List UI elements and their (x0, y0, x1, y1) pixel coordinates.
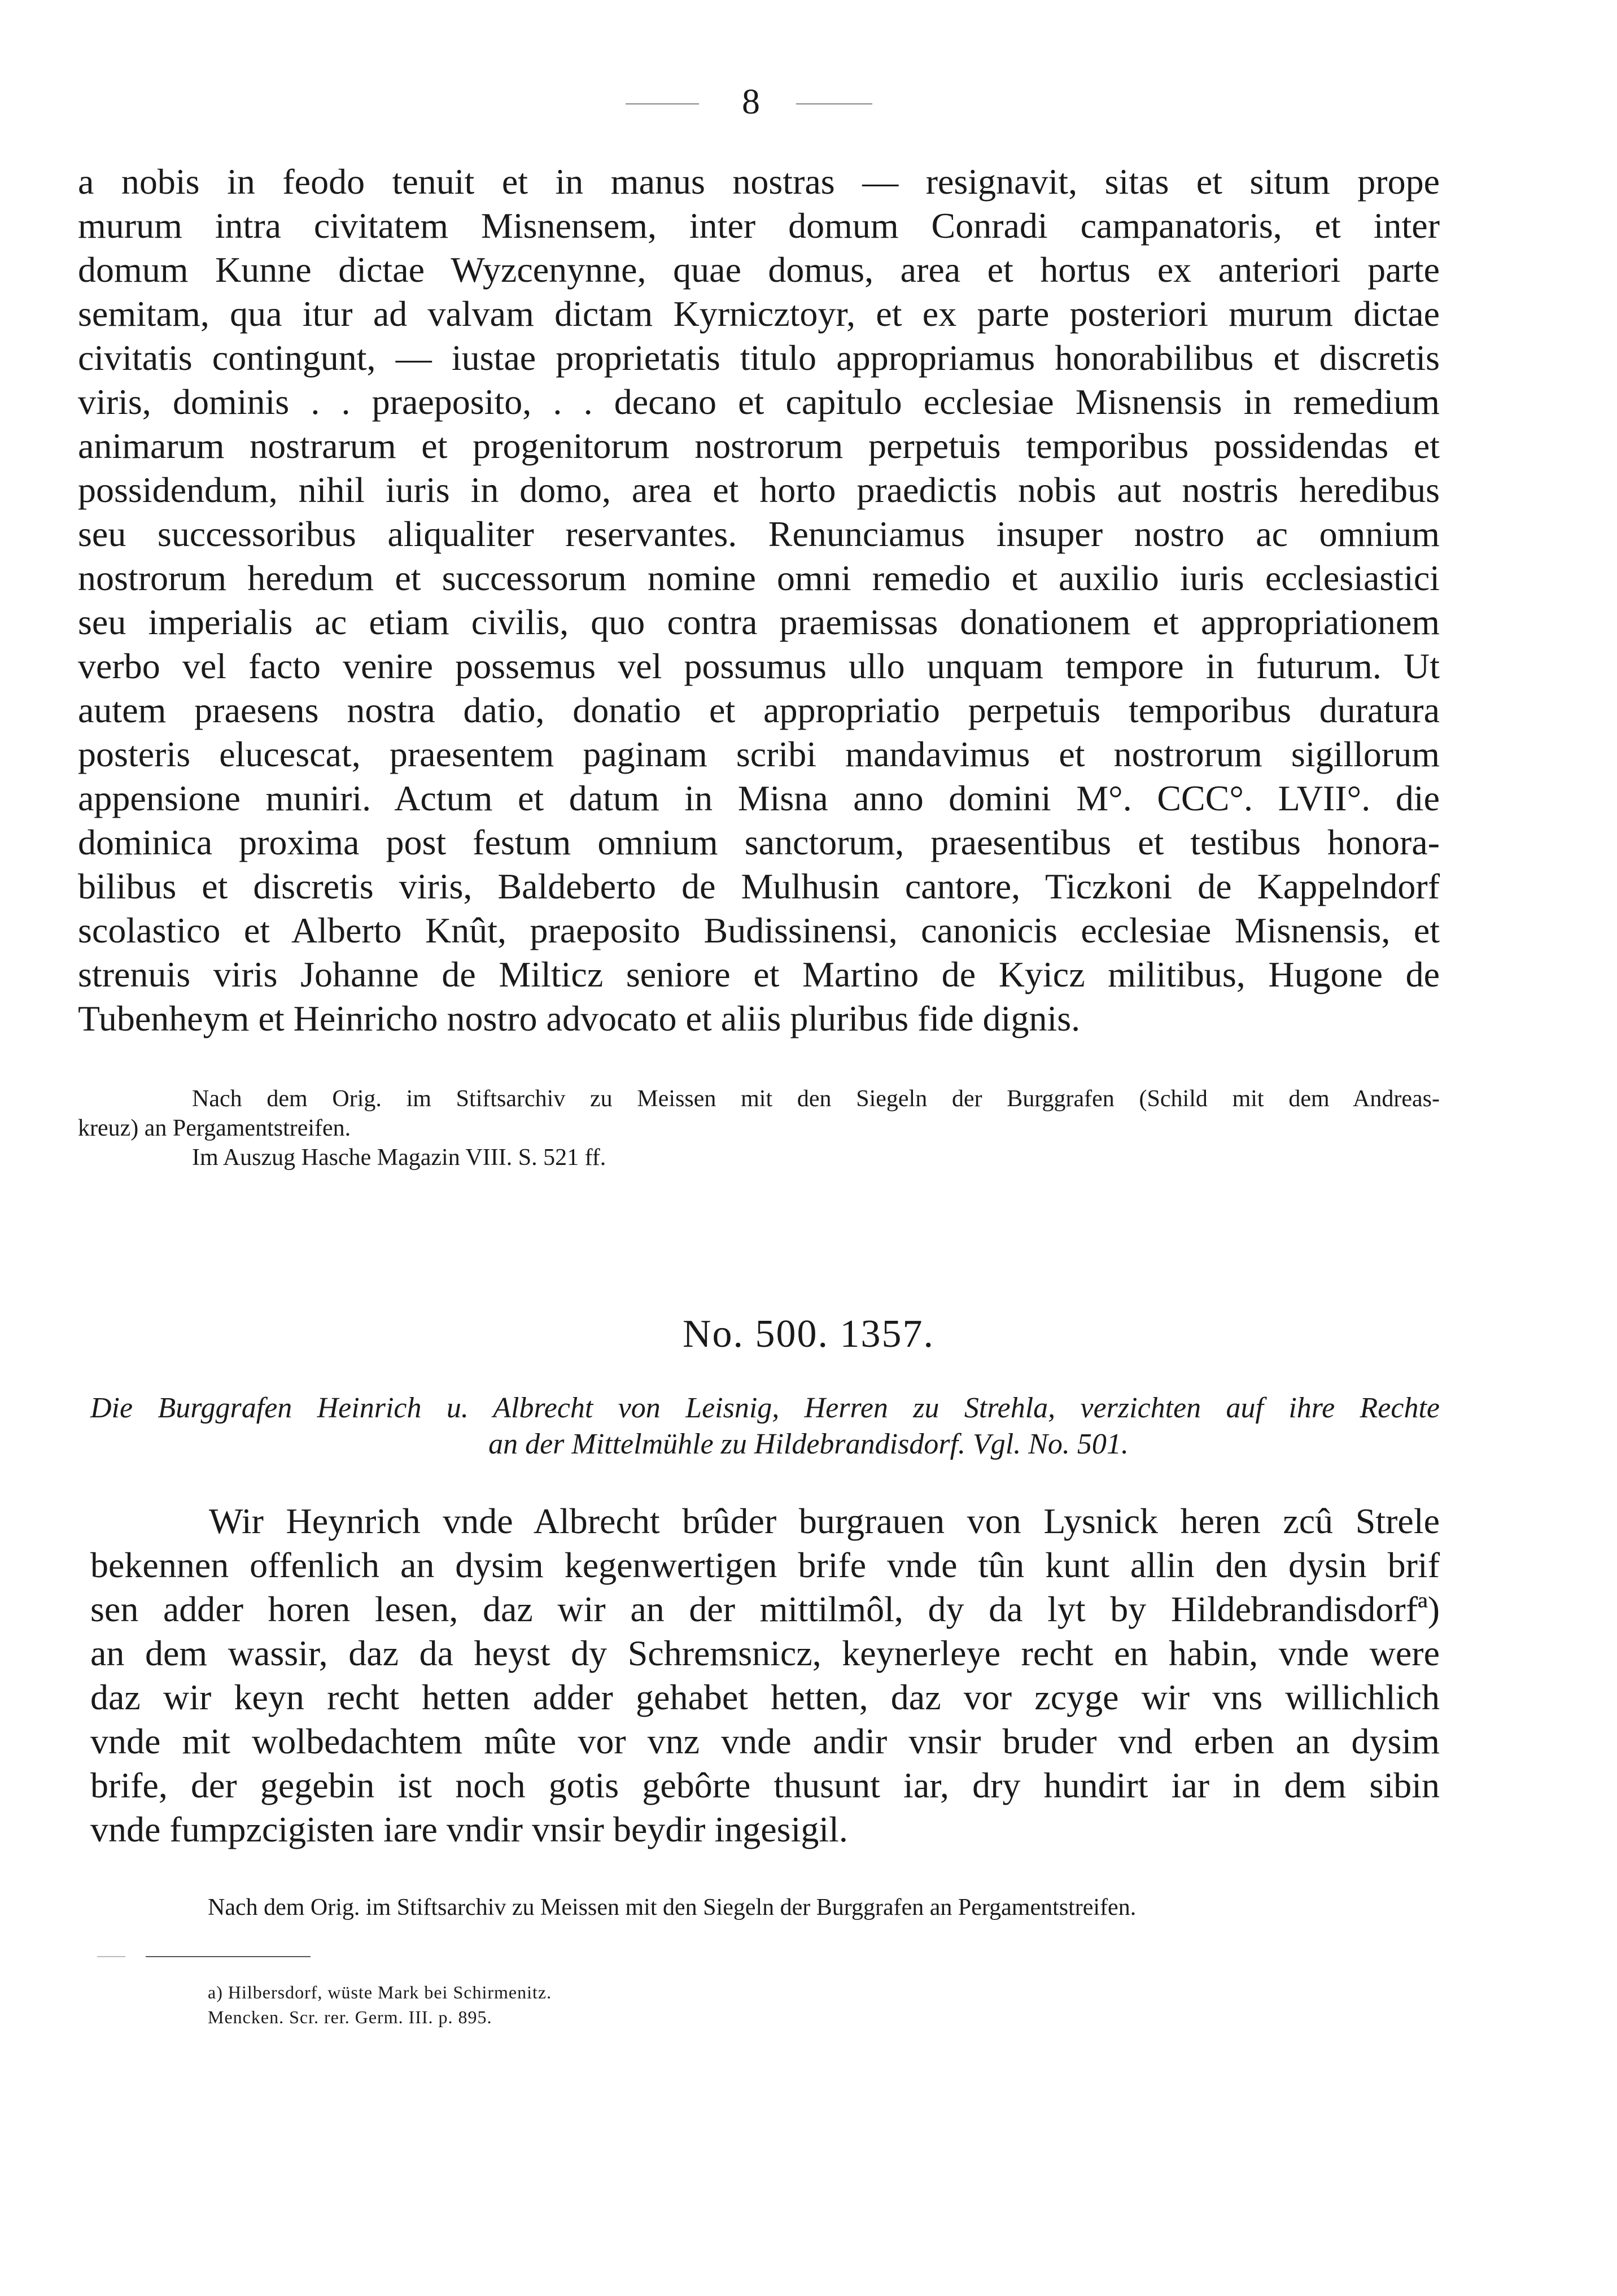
header-dash-left (626, 103, 699, 104)
text-line: an dem wassir, daz da heyst dy Schremsnicz, keynerleye recht en habin, vnde were (90, 1633, 1440, 1673)
text-line: semitam, qua itur ad valvam dictam Kyrniсztoyr, et ex parte posteriori murum dictae (78, 294, 1440, 334)
note-line: kreuz) an Pergamentstreifen. (78, 1115, 351, 1141)
text-line: viris, dominis . . praeposito, . . decano et capitulo ecclesiae Misnensis in remedium (78, 382, 1440, 422)
text-line: nostrorum heredum et successorum nomine omni remedio et auxilio iuris ecclesiastici (78, 558, 1440, 598)
text-line: daz wir keyn recht hetten adder gehabet hetten, daz vor zcyge wir vns willichlich (90, 1677, 1440, 1717)
note-line: Nach dem Orig. im Stiftsarchiv zu Meissen mit den Siegeln der Burggrafen (Schild mit dem Andreas- (192, 1086, 1440, 1112)
text-line: bilibus et discretis viris, Baldeberto de Mulhusin cantore, Ticzkoni de Kappelndorf (78, 866, 1440, 906)
text-line: autem praesens nostra datio, donatio et appropriatio perpetuis temporibus duratura (78, 690, 1440, 730)
text-line: posteris elucescat, praesentem paginam scribi mandavimus et nostrorum sigillorum (78, 734, 1440, 774)
text-line: seu successoribus aliqualiter reservantes. Renunciamus insuper nostro ac omnium (78, 514, 1440, 554)
note-line: Im Auszug Hasche Magazin VIII. S. 521 ff. (192, 1145, 606, 1171)
text-line: Tubenheym et Heinricho nostro advocato et aliis pluribus fide dignis. (78, 998, 1081, 1038)
summary-line: Die Burggrafen Heinrich u. Albrecht von Leisnig, Herren zu Strehla, verzichten auf ihre Rechte (90, 1392, 1440, 1424)
text-line: animarum nostrarum et progenitorum nostrorum perpetuis temporibus possidendas et (78, 426, 1440, 466)
footnote-rule (146, 1956, 311, 1957)
footnote-line: a) Hilbersdorf, wüste Mark bei Schirmenitz. (208, 1982, 552, 2002)
text-line: vnde fumpzcigisten iare vndir vnsir beydir ingesigil. (90, 1809, 848, 1849)
text-line: a nobis in feodo tenuit et in manus nostras — resignavit, sitas et situm prope (78, 161, 1440, 202)
text-line: civitatis contingunt, — iustae proprietatis titulo appropriamus honorabilibus et discretis (78, 338, 1440, 378)
footnote-line: Mencken. Scr. rer. Germ. III. p. 895. (208, 2007, 492, 2027)
footnote-rule-dash (97, 1956, 125, 1957)
document-source-note: Nach dem Orig. im Stiftsarchiv zu Meissen mit den Siegeln der Burggrafen an Pergamentstreifen. (208, 1895, 1137, 1920)
text-line: murum intra civitatem Misnensem, inter domum Conradi campanatoris, et inter (78, 206, 1440, 246)
text-line: appensione muniri. Actum et datum in Misna anno domini M°. CCC°. LVII°. die (78, 778, 1440, 818)
text-line: sen adder horen lesen, daz wir an der mittilmôl, dy da lyt by Hildebrandisdorfª) (90, 1589, 1440, 1629)
text-line: brife, der gegebin ist noch gotis gebôrte thusunt iar, dry hundirt iar in dem sibin (90, 1765, 1440, 1805)
page-number: 8 (742, 81, 760, 121)
text-line: vnde mit wolbedachtem mûte vor vnz vnde andir vnsir bruder vnd erben an dysim (90, 1721, 1440, 1761)
text-line: bekennen offenlich an dysim kegenwertigen brife vnde tûn kunt allin den dysin brif (90, 1545, 1440, 1585)
summary-line: an der Mittelmühle zu Hildebrandisdorf. Vgl. No. 501. (488, 1428, 1129, 1460)
text-line: strenuis viris Johanne de Milticz seniore et Martino de Kyicz militibus, Hugone de (78, 954, 1440, 994)
header-dash-right (796, 103, 872, 104)
text-line: Wir Heynrich vnde Albrecht brûder burgrauen von Lysnick heren zcû Strele (209, 1501, 1440, 1541)
text-line: scolastico et Alberto Knût, praeposito Budissinensi, canonicis ecclesiae Misnensis, et (78, 910, 1440, 950)
text-line: verbo vel facto venire possemus vel possumus ullo unquam tempore in futurum. Ut (78, 646, 1440, 686)
document-heading: No. 500. 1357. (682, 1312, 935, 1356)
text-line: seu imperialis ac etiam civilis, quo contra praemissas donationem et appropriationem (78, 602, 1440, 642)
text-line: dominica proxima post festum omnium sanctorum, praesentibus et testibus honora- (78, 822, 1440, 862)
text-line: domum Kunne dictae Wyzcenynne, quae domus, area et hortus ex anteriori parte (78, 250, 1440, 290)
text-line: possidendum, nihil iuris in domo, area et horto praedictis nobis aut nostris heredibus (78, 470, 1440, 510)
